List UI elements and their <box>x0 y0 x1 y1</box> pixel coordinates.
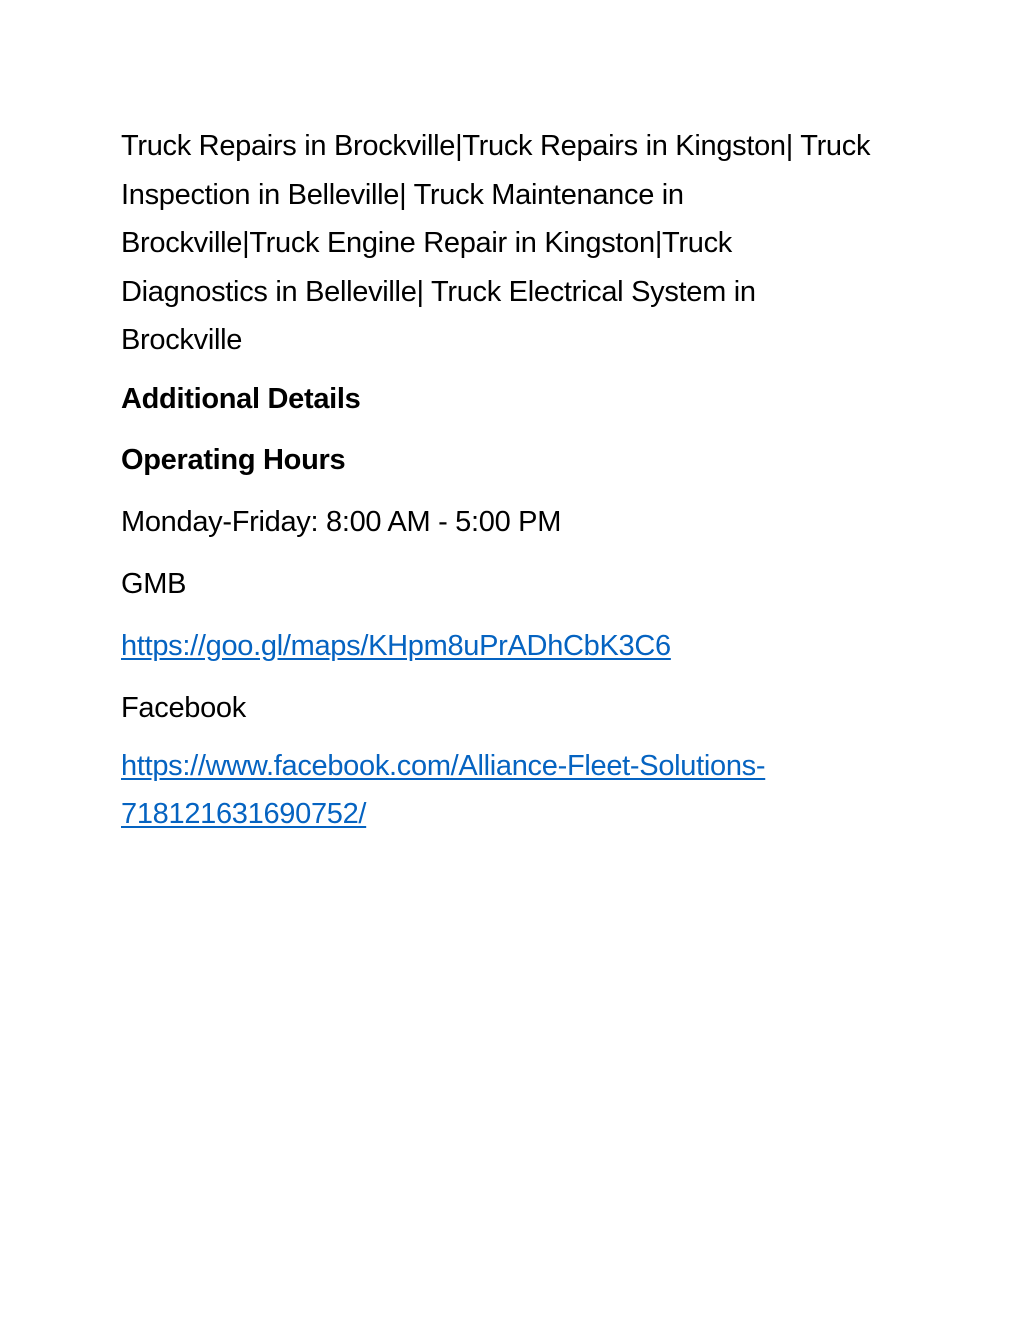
gmb-link[interactable]: https://goo.gl/maps/KHpm8uPrADhCbK3C6 <box>121 629 671 662</box>
operating-hours-text: Monday-Friday: 8:00 AM - 5:00 PM <box>121 505 562 538</box>
gmb-label: GMB <box>121 567 187 600</box>
document-body <box>121 122 881 839</box>
operating-hours-heading: Operating Hours <box>121 443 346 476</box>
facebook-link[interactable]: https://www.facebook.com/Alliance-Fleet-Solutions-718121631690752/ <box>121 749 766 830</box>
additional-details-heading: Additional Details <box>121 382 361 415</box>
intro-paragraph: Truck Repairs in Brockville|Truck Repairs in Kingston| Truck Inspection in Belleville| Truck Maintenance in Brockville|Truck Engine Repair in Kingston|Truck Diagnostics in Belleville| Truck Electrical System in Brockville <box>121 130 871 356</box>
facebook-label: Facebook <box>121 691 246 724</box>
